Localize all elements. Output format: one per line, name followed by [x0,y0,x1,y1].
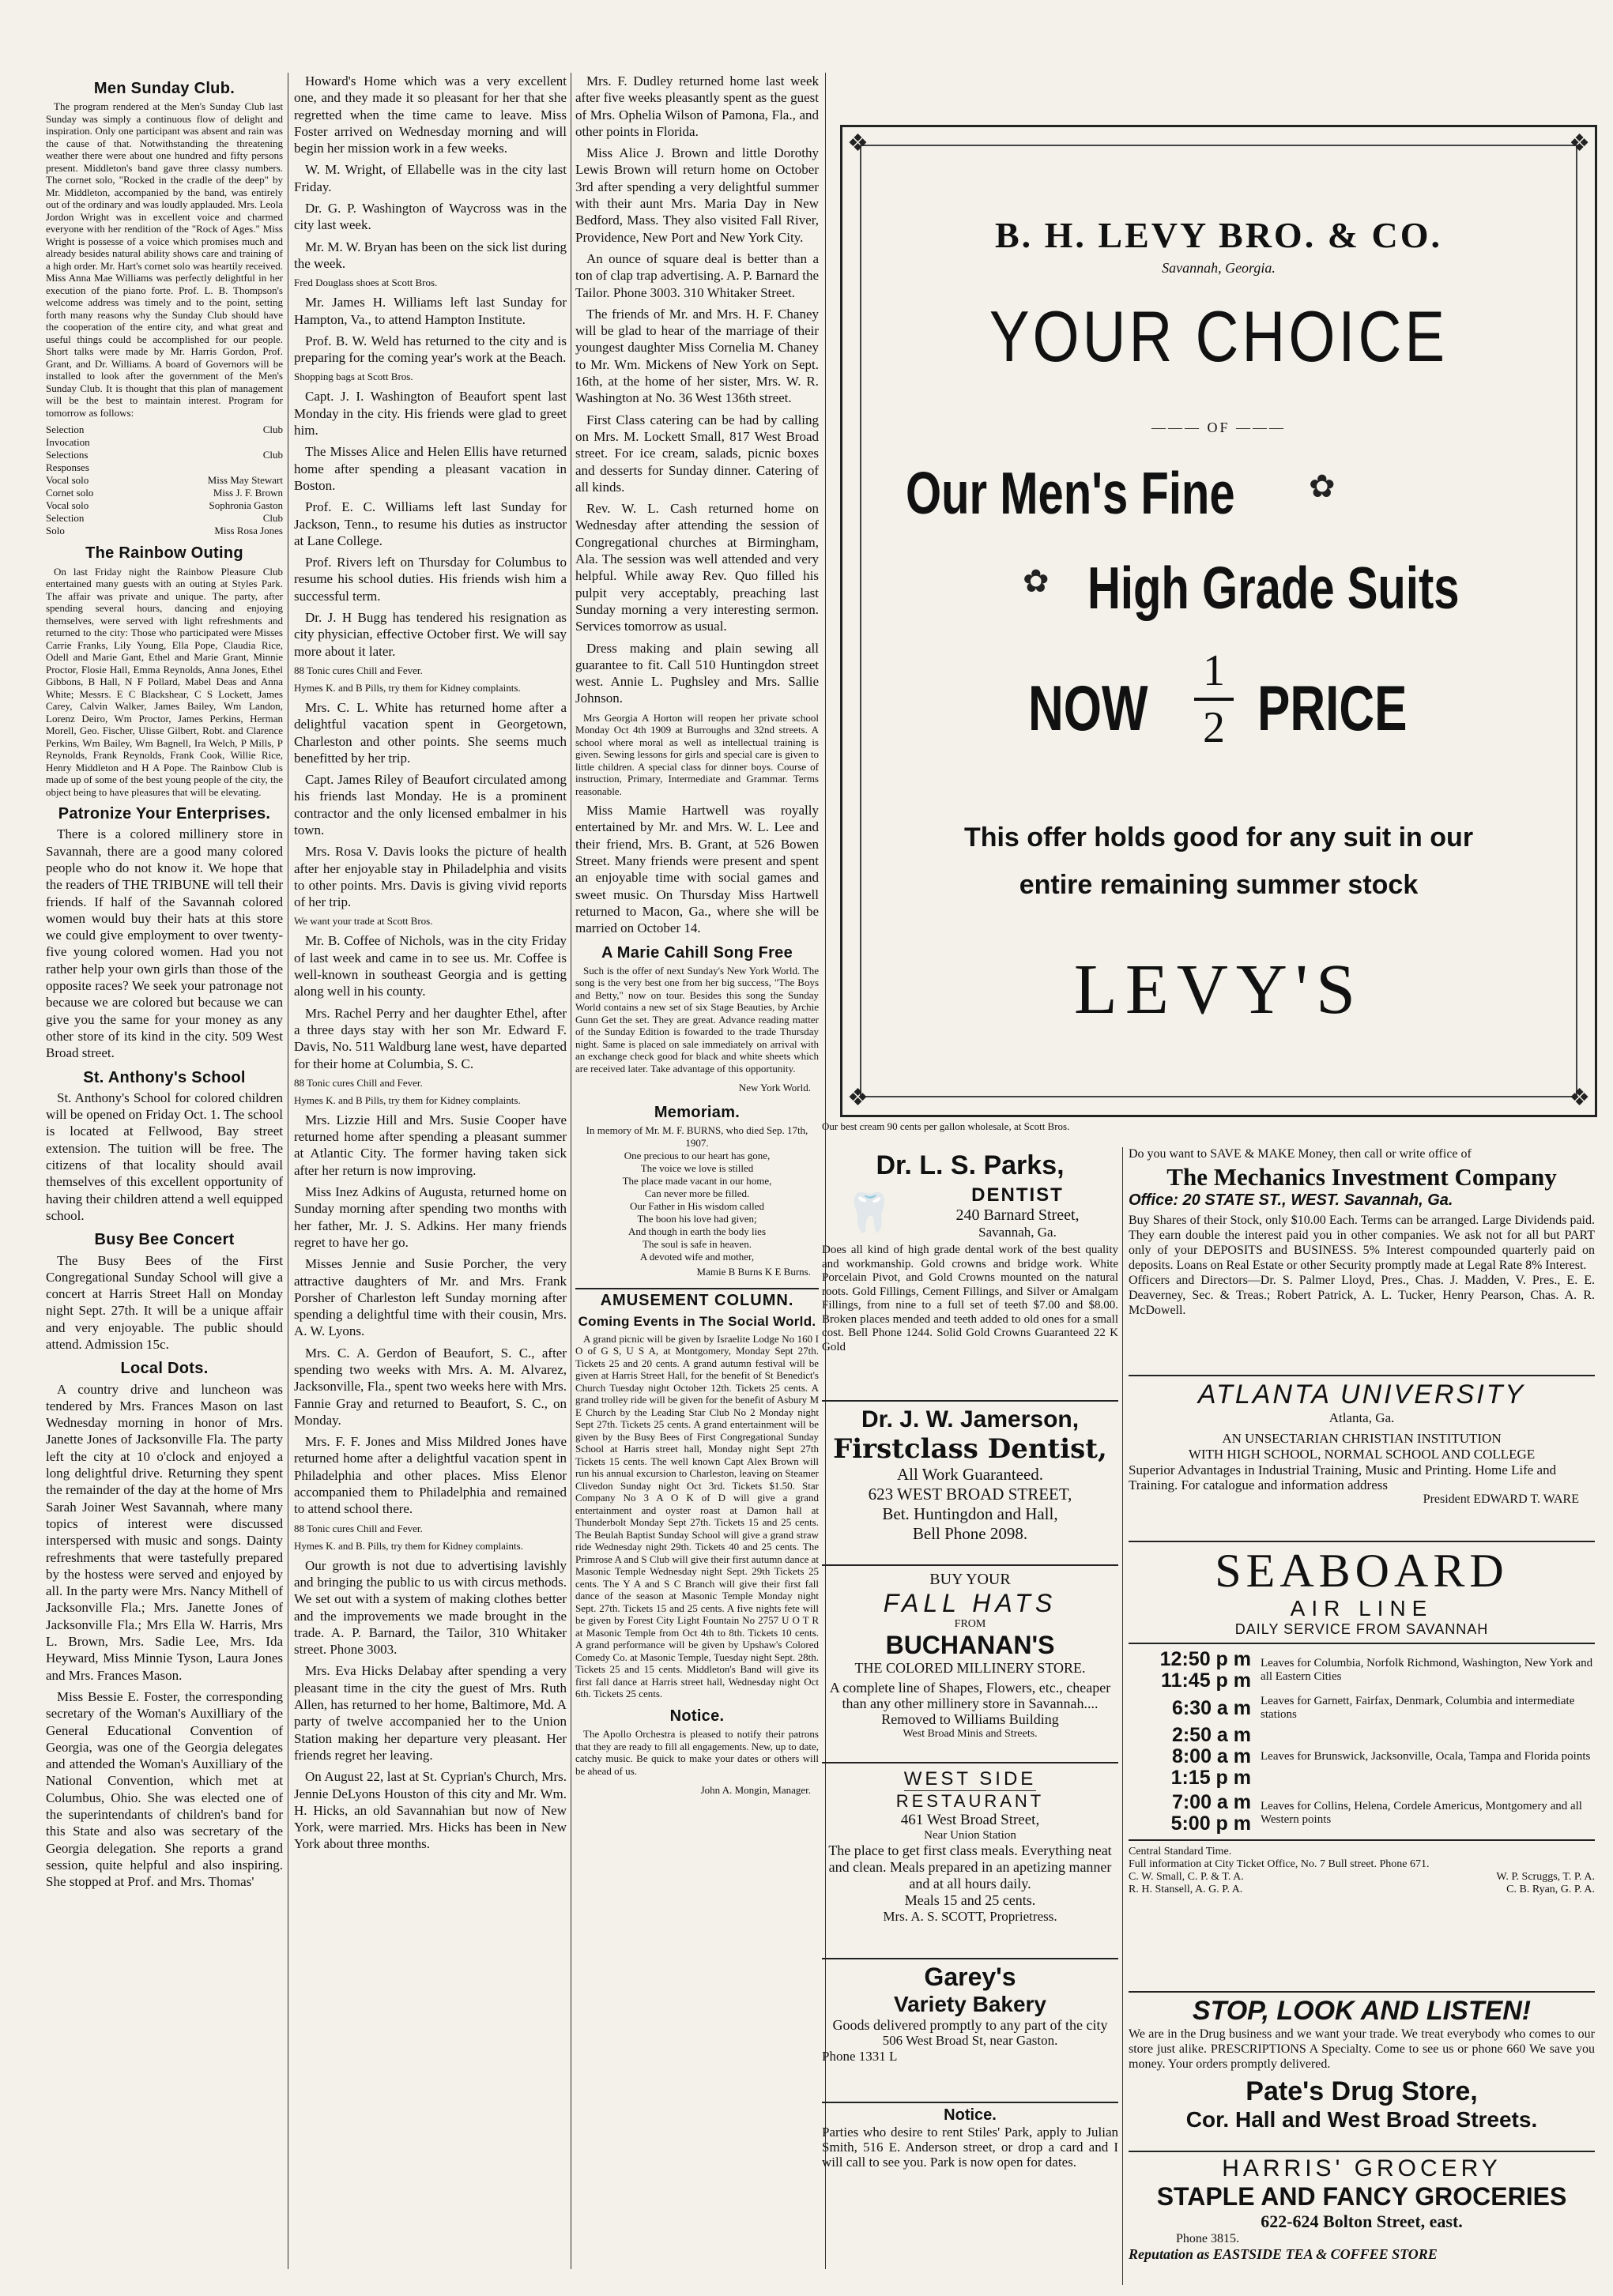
program-item: Selection [46,423,85,436]
mechanics-body: Buy Shares of their Stock, only $10.00 Each. Terms can be arranged. Large Dividends paid. They earn double the interest paid you in other companies. We ask not for all but PART only of your DEPOSITS and BUSINESS. 5% Interest compounded quarterly paid on deposits. Loans on Real Estate or other Security promptly made at Legal Rate 8% Interest. [1129,1214,1595,1272]
ad-note: Hymes K. and B Pills, try them for Kidney complaints. [294,1093,521,1106]
column-1 [46,73,283,2277]
ad-note: Fred Douglass shoes at Scott Bros. [294,277,438,289]
levy-suits: High Grade Suits [1087,555,1460,622]
garey-l5: Phone 1331 L [822,2049,898,2064]
program-performer: Club [262,423,283,436]
headline-busy-bee: Busy Bee Concert [94,1231,235,1249]
schedule-row [1129,1725,1595,1789]
harris-address: 622-624 Bolton Street, east. [1261,2211,1463,2231]
item: Mrs. Lizzie Hill and Mrs. Susie Cooper have returned home after spending a pleasant summer at Atlantic City. The former having taken sick after her return is now improving. [294,1112,567,1178]
scott-bros-note: Our best cream 90 cents per gallon wholesale, at Scott Bros. [822,1120,1070,1132]
signature: New York World. [738,1082,811,1094]
seaboard-std: Central Standard Time. [1129,1846,1232,1858]
article-patronize: There is a colored millinery store in Savannah, there are a good many colored people who do not know it. We hope that the readers of THE TRIBUNE will tell their friends. If half of the Savannah colored women would buy their hats at this store we could give employment to over twenty-five young colored women. Had you not rather help your own girls than those of the opposite races? We seek your patronage not because we are colored but because we can give you the same for your money as any other store of its kind in the city. 509 West Broad street. [46,826,283,1061]
program-row [46,487,283,499]
program-row [46,436,283,449]
pate-address: Cor. Hall and West Broad Streets. [1185,2107,1538,2132]
garey-l3: Goods delivered promptly to any part of the city [832,2017,1108,2033]
program-item: Solo [46,525,65,537]
westside-l1: WEST SIDE [903,1768,1037,1790]
article-local-dots-2: Miss Bessie E. Foster, the corresponding secretary of the Woman's Auxilliary of the General Educational Convention of Georgia, was one of the Georgia delegates and attended the Woman's Auxilliary of the National Convention, which met at Columbus, Ohio. She was elected one of the superintendants of children's band for this State and also was secretary of the Georgia delegation. She reports a grand session, quite helpful and also inspiring. She stopped at Prof. and Mrs. Thomas' [46,1688,283,1890]
seaboard-agent: C. B. Ryan, G. P. A. [1506,1884,1595,1895]
atlanta-l3: Superior Advantages in Industrial Training, Music and Printing. Home Life and Training. For catalogue and information address [1129,1462,1557,1492]
departure-time: 6:30 a m [1171,1696,1251,1719]
buchanan-l5: THE COLORED MILLINERY STORE. [854,1660,1086,1676]
item: Mr. James H. Williams left last Sunday for Hampton, Va., to attend Hampton Institute. [294,295,567,327]
levy-mens-fine: Our Men's Fine [906,460,1235,527]
item: The friends of Mr. and Mrs. H. F. Chaney will be glad to hear of the marriage of their youngest daughter Miss Cornelia M. Chaney to Mr. Wm. Mickens of New York on Sept. 16th, at the home of her sister, Mrs. W. R. Washington at No. 36 West 136th street. [575,306,819,406]
westside-l7: Mrs. A. S. SCOTT, Proprietress. [883,1909,1057,1924]
westside-l6: Meals 15 and 25 cents. [904,1892,1036,1908]
poem-line: The boon his love had given; [637,1212,757,1225]
seaboard-schedule [1129,1649,1595,1835]
item: Mrs. Eva Hicks Delabay after spending a very pleasant time in the city the guest of Mrs. Ruth Allen, has returned to her home, Baltimore, Md. A party of twelve accompanied her to the Union Station making her departure very pleasant. Her friends regret her leaving. [294,1663,567,1763]
headline-men-sunday-club: Men Sunday Club. [93,80,236,97]
headline-local-dots: Local Dots. [120,1360,209,1378]
item: Prof. Rivers left on Thursday for Columbus to resume his school duties. His friends wish him a successful term. [294,555,567,604]
garey-l1: Garey's [924,1963,1016,1991]
program-item: Vocal solo [46,474,89,487]
atlanta-l2: WITH HIGH SCHOOL, NORMAL SCHOOL AND COLLEGE [1188,1447,1536,1462]
article-st-anthony: St. Anthony's School for colored children will be opened on Friday Oct. 1. The school is located at Fellwood, Bay street extension. The tuition will be free. The citizens of that locality should avail themselves of this excellent opportunity of having their children attend a well equipped school. [46,1090,283,1223]
parks-address: 240 Barnard Street, [955,1206,1080,1224]
poem-line: One precious to our heart has gone, [624,1149,771,1161]
parks-name: Dr. L. S. Parks, [876,1150,1065,1180]
item: Mr. M. W. Bryan has been on the sick list during the week. [294,239,567,271]
article-rainbow: On last Friday night the Rainbow Pleasure Club entertained many guests with an outing at Styles Park. The affair was private and unique. The party, after spending several hours, dancing and enjoying themselves, were served with light refreshments and returned to the city: Those who participated were Misses Carrie Franks, Lily Young, Ella Pope, Claudia Rice, Odell and Marie Gant, Ethel and Marie Grant, Minnie Proctor, Flosie Hall, Emma Reynolds, Anna Jones, Ethel Gibbons, B Hall, N F Pollard, Mabel Deas and Anna White; Messrs. E C Blackshear, C S Lockett, James Carey, Calvin Walker, James Bailey, Wm Landon, Lorenz Deiro, Wm Proctor, James Perkins, Herman Morell, Geo. Fischer, Ulisse Gilbert, Robt. and Clarence Perkins, Wm Bailey, Wm Bagnell, Ira Welch, P Mills, P Reynolds, Frank Reynolds, Frank Cook, Willie Rice, Henry Middleton and H A Pope. The Rainbow Club is made up of some of the best young people of the city, the object being to have pleasures that will be elevating. [46,565,283,798]
article-cahill: Such is the offer of next Sunday's New York World. The song is the very best one from her big success, "The Boys and Betty," now on tour. Besides this song the Sunday World contains a new set of six Stage Beauties, by Archie Gunn Get the set. They are great. Advance reading matter of the Sunday Edition is fowarded to the trade Thursday night. Same is placed on sale immediately on arrival with an exchange check good for black and white sheets which are received later. Take advantage of this opportunity. [575,964,819,1075]
subheadline-coming-events: Coming Events in The Social World. [578,1313,816,1329]
program-performer: Sophronia Gaston [209,499,283,512]
poem-line: The voice we love is stilled [640,1161,754,1174]
schedule-row [1129,1792,1595,1835]
mechanics-top: Do you want to SAVE & MAKE Money, then call or write office of [1129,1147,1472,1161]
departure-time: 11:45 p m [1161,1669,1251,1692]
seaboard-name: SEABOARD [1215,1545,1509,1597]
ad-note: Hymes K. and B Pills, try them for Kidney complaints. [294,681,521,694]
item: Rev. W. L. Cash returned home on Wednesday after attending the session of Congregational churches at Birmingham, Ala. The session was well attended and very helpful. While away Rev. Quo filled his pulpit very acceptably, preaching last Sunday morning a very interesting sermon. Services tomorrow as usual. [575,501,819,634]
article-amusement: A grand picnic will be given by Israelite Lodge No 160 I O of G S, U S A, at Montgomery, Monday Sept 27th. Tickets 25 and 20 cents. A grand autumn festival will be given at Harris Street Hall, for the benefit of St Benedict's Church Tuesday night October 12th. Tickets 25 cents. A grand trolley ride will be given for the benefit of Asbury M E Church by the Leading Star Club No 2 Monday night Sept 27th. Tickets 25 cents. A grand entertainment will be given by the Busy Bees of First Congregational Sunday School at Harris street hall, Monday night Sept 27th Tickets 15 cents. The well known Capt Alex Brown will run his annual excursion to Charleston, leaving on Steamer Clivedon Sunday night Oct 3rd. Tickets $1.50. Star Company No 3 A O K of D will give a grand entertainment and oyster roast at Damon hall at Thunderbolt Monday Sept 27th. Tickets 15 and 25 cents. The Beulah Baptist Sunday School will give a grand straw ride Wednesday night 29th. Tickets 40 and 25 cents. The Primrose A and S Club will give their first autumn dance at Masonic Temple Wednesday night Sept. 29th Tickets 25 cents. The Y A and S C Branch will give their first fall dance of the season at Masonic Temple Monday night Sept. 27th. Tickets 15 and 25 cents. A five nights fete will be given by Forest City Light Fountain No 2757 U O T R at Masonic Temple from Oct 4th to 8th. Tickets 10 cents. A grand performance will be given by Upshaw's Colored Comedy Co. at Masonic Temple, Tuesday night Sept. 28th. Tickets 25 and 15 cents. Middleton's Band will give its first fall dance at Harris street hall, Wednesday night Oct 6th. Tickets 25 cents. [575,1332,819,1700]
schedule-destination: Leaves for Columbia, Norfolk Richmond, Washington, New York and all Eastern Cities [1261,1657,1593,1683]
program-row [46,474,283,487]
item: First Class catering can be had by calling on Mrs. M. Lockett Small, 817 West Broad street. For ice cream, salads, picnic boxes and desserts for Sunday dinner. Catering of all kinds. [575,412,819,495]
westside-restaurant-ad [822,1762,1118,1925]
schedule-destination: Leaves for Garnett, Fairfax, Denmark, Columbia and intermediate stations [1261,1695,1575,1721]
program-row [46,525,283,537]
program-item: Cornet solo [46,487,94,499]
headline-patronize: Patronize Your Enterprises. [58,805,271,823]
parks-city: Savannah, Ga. [978,1225,1057,1240]
mechanics-office: Office: 20 STATE ST., WEST. Savannah, Ga. [1129,1191,1453,1209]
levy-headline: YOUR CHOICE [989,296,1449,378]
schedule-destination: Leaves for Collins, Helena, Cordele Americus, Montgomery and all Western points [1261,1800,1582,1826]
ad-note: 88 Tonic cures Chill and Fever. [294,1522,423,1534]
ornament-icon: ❖ [1569,1085,1590,1111]
program-list [46,423,283,537]
teeth-icon: 🦷 [846,1192,893,1234]
departure-time: 5:00 p m [1170,1812,1251,1835]
seaboard-agents-1 [1129,1871,1595,1884]
parks-body: Does all kind of high grade dental work of the best quality and workmanship. Gold crowns and bridge work. White Porcelain Pivot, and Gold Crowns mounted on the natural roots. Gold Fillings, Cement Fillings, and Silver or Amalgam Fillings, from nine to a full set of teeth $7.00 and $8.00. Broken places mended and teeth added to old ones for a small cost. Bell Phone 1244. Solid Gold Crowns Guaranteed 22 K Gold [822,1244,1118,1353]
article-local-dots-1: A country drive and luncheon was tendered by Mrs. Frances Mason on last Wednesday morning in honor of Mrs. Janette Jones of Jacksonville Fla. The party left the city at 10 o'clock and enjoyed a long delightful drive. Returning they spent the remainder of the day at the home of Mrs Sarah Joiner West Savannah, where many topics of interest were discussed interspersed with music and songs. Dainty refreshments that were tastefully prepared by the hostess were served and enjoyed by all. In the party were Mrs. Nancy Mithell of Jacksonville Fla.; Mrs. Janette Jones of Jacksonville Fla.; Mrs Ella W. Harris, Mrs L. Brown, Mrs. Sadie Lee, Mrs. Ida Heyward, Miss Minnie Tyson, Laura Jones and Mrs. Frances Mason. [46,1381,283,1683]
item: Mrs. F. F. Jones and Miss Mildred Jones have returned home after a delightful vacation spent in Philadelphia and other places. Miss Elenor accompanied them to Philadelphia and remained to attend school there. [294,1434,567,1517]
levy-of: ——— OF ——— [1151,420,1286,435]
ad-note: We want your trade at Scott Bros. [294,915,433,928]
item: The Misses Alice and Helen Ellis have returned home after spending a pleasant vacation in Boston. [294,444,567,493]
seaboard-agent: C. W. Small, C. P. & T. A. [1129,1871,1244,1883]
poem-line: A devoted wife and mother, [639,1250,755,1263]
fraction-bar [1194,698,1234,701]
westside-l5: The place to get first class meals. Everything neat and clean. Meals prepared in an apetizing manner and at all hours daily. [828,1842,1112,1891]
program-performer: Miss Rosa Jones [214,525,283,537]
article-men-sunday-club: The program rendered at the Men's Sunday Club last Sunday was simply a continuous flow of delight and inspiration. Only one participant was absent and rain was the cause of that. Notwithstanding the threatening weather there were about one hundred and fifty persons present. Middleton's band gave three classy numbers. The cornet solo, "Rocked in the cradle of the deep" by Mr. Middleton, accompanied by the band, was entirely out of the ordinary and was loudly applauded. Mrs. Leola Jordon Wright was in excellent voice and charmed everyone with her rendition of the "Rock of Ages." Miss Wright is possesse of a voice which promises much and already besides natural ability shows care and training of a high order. Mr. Hart's cornet solo was heartily received. Miss Anna Mae Williams was perfectly delightful in her execution of the piano forte. Prof. L. B. Thompson's welcome address was timely and to the point, setting forth many reasons why the Sunday Club should have the cooperation of the entire city, and what great and useful things could be accomplished for our people. Short talks were made by Mr. Harris Gordon, Prof. Grant, and Dr. Williams. A board of Governors will be installed to look after the government of the Men's Sunday Club. It is thought that this plan of management will be the best to maintain interest. Program for tomorrow as follows: [46,100,283,419]
buchanan-ad [822,1564,1118,1741]
ad-note: 88 Tonic cures Chill and Fever. [294,664,423,676]
levy-offer-1: This offer holds good for any suit in our [963,822,1474,853]
atlanta-university-ad [1129,1375,1595,1507]
item: Dr. J. H Bugg has tendered his resignation as city physician, effective October first. We will say more about it later. [294,610,567,659]
item: Dress making and plain sewing all guarantee to fit. Call 510 Huntingdon street west. Annie L. Pughsley and Mrs. Sallie Johnson. [575,640,819,706]
jamerson-line-4: Bell Phone 2098. [912,1524,1028,1543]
program-row [46,499,283,512]
ad-note: Hymes K. and B. Pills, try them for Kidney complaints. [294,1539,523,1552]
schedule-destination: Leaves for Brunswick, Jacksonville, Ocala, Tampa and Florida points [1261,1750,1591,1763]
stiles-text: Parties who desire to rent Stiles' Park, apply to Julian Smith, 516 E. Anderson street, or drop a card and I will call to see you. Park is now open for dates. [822,2125,1118,2170]
harris-reputation: Reputation as EASTSIDE TEA & COFFEE STORE [1129,2246,1438,2262]
jamerson-line-1: All Work Guaranteed. [896,1465,1044,1484]
atlanta-name: ATLANTA UNIVERSITY [1197,1379,1526,1410]
seaboard-agent: W. P. Scruggs, T. P. A. [1496,1871,1595,1883]
memoriam-poem [575,1150,819,1263]
pate-name: Pate's Drug Store, [1246,2076,1478,2106]
levy-now: NOW [1028,673,1148,744]
garey-bakery-ad [822,1958,1118,2065]
seaboard-sub: AIR LINE [1290,1596,1434,1620]
stiles-notice [822,2102,1118,2170]
item: Capt. James Riley of Beaufort circulated among his friends last Monday. He is a prominent contractor and the only licensed embalmer in his town. [294,772,567,837]
item: Mrs. Rosa V. Davis looks the picture of health after her enjoyable stay in Philadelphia and visits to other points. Mrs. Davis is giving vivid reports of her trip. [294,844,567,910]
program-item: Selection [46,512,85,525]
signature: Mamie B Burns K E Burns. [696,1265,811,1278]
pate-head: STOP, LOOK AND LISTEN! [1192,1996,1532,2026]
headline-amusement: AMUSEMENT COLUMN. [575,1288,819,1309]
buchanan-l8: West Broad Minis and Streets. [903,1728,1038,1740]
stiles-title: Notice. [944,2106,997,2124]
program-item: Selections [46,449,89,461]
poem-line: Can never more be filled. [644,1187,750,1199]
item: Mrs. C. A. Gerdon of Beaufort, S. C., after spending two weeks with Mrs. A. M. Alvarez, Jacksonville, Fla., spent two weeks here with Mrs. Fannie Gray and returned to Beaufort, S. C., on Monday. [294,1345,567,1428]
article-notice: The Apollo Orchestra is pleased to notify their patrons that they are ready to fill all engagements. New, up to date, catchy music. Be quick to make your dates or others will be ahead of us. [575,1728,819,1777]
levy-offer-2: entire remaining summer stock [1019,870,1419,900]
atlanta-l4: President EDWARD T. WARE [1423,1492,1579,1506]
program-row [46,512,283,525]
harris-name: HARRIS' GROCERY [1222,2155,1502,2181]
poem-line: The soul is safe in heaven. [643,1237,752,1250]
jamerson-line-2: 623 WEST BROAD STREET, [868,1485,1072,1504]
divider [1129,1839,1595,1841]
headline-st-anthony: St. Anthony's School [83,1068,246,1086]
program-performer: Miss May Stewart [207,474,283,487]
signature: John A. Mongin, Manager. [700,1784,811,1797]
headline-rainbow: The Rainbow Outing [85,544,243,563]
poem-line: Our Father in His wisdom called [629,1199,765,1212]
harris-phone: Phone 3815. [1176,2232,1239,2245]
atlanta-l1: AN UNSECTARIAN CHRISTIAN INSTITUTION [1222,1431,1502,1446]
program-row [46,423,283,436]
departure-time: 12:50 p m [1159,1648,1251,1670]
item: W. M. Wright, of Ellabelle was in the city last Friday. [294,162,567,194]
item: Our growth is not due to advertising lavishly and bringing the public to us with circus methods. We set out with a system of making clothes better and the improvements we made brought in the trade. A. P. Barnard, the Tailor, 310 Whitaker street. Phone 3003. [294,1557,567,1658]
program-performer: Club [262,449,283,461]
item: Prof. B. W. Weld has returned to the city and is preparing for the coming year's work at the Beach. [294,333,567,366]
program-item: Invocation [46,436,90,449]
item: Mrs. Rachel Perry and her daughter Ethel, after a three days stay with her son Mr. Edward F. Davis, No. 511 Waldburg lane west, have departed for their home at Columbia, S. C. [294,1005,567,1071]
program-item: Vocal solo [46,499,89,512]
buchanan-l3: FROM [954,1618,986,1630]
departure-time: 8:00 a m [1171,1745,1251,1767]
westside-l3: 461 West Broad Street, [900,1812,1040,1828]
seaboard-info: Full information at City Ticket Office, No. 7 Bull street. Phone 671. [1129,1858,1430,1870]
schedule-times [1129,1792,1261,1835]
mechanics-investment-ad [1129,1147,1595,1318]
buchanan-l7: Removed to Williams Building [881,1711,1059,1727]
horton-notice: Mrs Georgia A Horton will reopen her private school Monday Oct 4th 1909 at Burroughs and 32nd streets. A school where moral as well as intellectual training is given. Sewing lessons for girls and special care is given to little children. A special class for dinner boys. Course of instruction, Primary, Intermediate and Grammar. Terms reasonable. [575,711,819,797]
divider [1129,1643,1595,1644]
pate-drug-store-ad [1129,1991,1595,2132]
schedule-row [1129,1695,1595,1722]
item: Capt. J. I. Washington of Beaufort spent last Monday in the city. His friends were glad to greet him. [294,389,567,438]
parks-header [822,1184,1118,1240]
departure-time: 7:00 a m [1171,1791,1251,1813]
item: Mrs. C. L. White has returned home after a delightful vacation spent in Georgetown, Charleston and other points. She seems much benefitted by her trip. [294,699,567,766]
schedule-times [1129,1649,1261,1692]
item: Howard's Home which was a very excellent one, and they made it so pleasant for her that she regretted when the time came to leave. Miss Foster arrived on Wednesday morning and will begin her mission work in a few weeks. [294,73,567,156]
westside-l2: RESTAURANT [895,1791,1045,1811]
jamerson-line-3: Bet. Huntingdon and Hall, [882,1504,1058,1523]
levy-bros-advertisement [840,125,1597,1117]
parks-dentist-ad [822,1147,1118,1396]
pate-body: We are in the Drug business and we want your trade. We treat everybody who comes to our store just alike. PRESCRIPTIONS A Specialty. Come to see us or phone 660 We save you money. Your orders promptly delivered. [1129,2027,1595,2071]
departure-time: 1:15 p m [1170,1767,1251,1789]
levy-city: Savannah, Georgia. [1162,260,1276,276]
ornament-icon: ✿ [1023,563,1050,599]
departure-time: 2:50 a m [1171,1724,1251,1746]
buchanan-l1: BUY YOUR [929,1571,1011,1588]
levy-firm-name: B. H. LEVY BRO. & CO. [994,215,1443,255]
levy-name: LEVY'S [1073,950,1364,1029]
item: Mrs. F. Dudley returned home last week after five weeks pleasantly spent as the guest of Mrs. Ophelia Wilson of Pamona, Fla., and other points in Florida. [575,73,819,139]
buchanan-l4: BUCHANAN'S [885,1631,1055,1659]
ornament-icon: ❖ [847,1085,869,1111]
levy-fraction [1194,646,1234,752]
jamerson-name: Dr. J. W. Jamerson, [861,1406,1080,1432]
item: On August 22, last at St. Cyprian's Church, Mrs. Jennie DeLyons Houston of this city and Mr. Wm. H. Hicks, an old Savannahian but now of New York, were married. Mrs. Hicks has been in New York about three months. [294,1769,567,1852]
program-performer: Miss J. F. Brown [213,487,283,499]
headline-notice: Notice. [669,1707,725,1725]
westside-l4: Near Union Station [924,1829,1016,1842]
program-performer: Club [262,512,283,525]
seaboard-agent: R. H. Stansell, A. G. P. A. [1129,1884,1243,1895]
levy-of-text: OF [1207,420,1230,435]
levy-price: PRICE [1257,673,1408,744]
ornament-icon: ❖ [1569,130,1590,156]
harris-grocery-ad [1129,2151,1595,2263]
jamerson-dentist-ad [822,1400,1118,1544]
jamerson-title: Firstclass Dentist, [833,1433,1107,1465]
buchanan-l6: A complete line of Shapes, Flowers, etc., cheaper than any other millinery store in Savannah.... [829,1680,1111,1711]
program-row [46,461,283,474]
item: Misses Jennie and Susie Porcher, the very attractive daughters of Mr. and Mrs. Frank Porsher of Charleston left Sunday morning after spending a delightful time with their cousin, Mrs. A. W. Lyons. [294,1256,567,1339]
mechanics-officers: Officers and Directors—Dr. S. Palmer Lloyd, Pres., Chas. J. Madden, V. Pres., E. E. Deaverney, Sec. & Treas.; Robert Patrick, A. L. Tucker, Henry Pearson, Chas. A. R. McDowell. [1129,1274,1595,1317]
poem-line: The place made vacant in our home, [622,1174,772,1187]
poem-line: And though in earth the body lies [627,1225,767,1237]
ornament-icon: ❖ [847,130,869,156]
seaboard-air-line-ad [1129,1541,1595,1896]
seaboard-agents-2 [1129,1884,1595,1896]
item: Miss Inez Adkins of Augusta, returned home on Sunday morning after spending two months with her father, Mr. J. S. Adkins. Her many friends regret to have her go. [294,1184,567,1250]
headline-memoriam: Memoriam. [654,1103,741,1121]
ad-note: Shopping bags at Scott Bros. [294,371,413,383]
fraction-numerator: 1 [1203,646,1225,695]
fraction-denominator: 2 [1203,703,1225,752]
item: Prof. E. C. Williams left last Sunday for Jackson, Tenn., to resume his duties as instructor at Lane College. [294,499,567,548]
item: An ounce of square deal is better than a ton of clap trap advertising. A. P. Barnard the Tailor. Phone 3003. 310 Whitaker Street. [575,250,819,300]
buchanan-l2: FALL HATS [883,1589,1057,1617]
column-3 [575,73,819,2277]
memoriam-intro: In memory of Mr. M. F. BURNS, who died Sep. 17th, 1907. [586,1124,808,1149]
garey-l2: Variety Bakery [893,1992,1047,2016]
item: Miss Alice J. Brown and little Dorothy Lewis Brown will return home on October 3rd after spending a very delightful summer with their aunt Mrs. Maria Day in New Bedford, Mass. They also visited Fall River, Providence, New Port and New York City. [575,145,819,245]
schedule-times [1129,1725,1261,1789]
schedule-times [1129,1698,1261,1719]
ornament-icon: ✿ [1309,469,1336,504]
program-row [46,449,283,461]
program-item: Responses [46,461,89,474]
item: Miss Mamie Hartwell was royally entertained by Mr. and Mrs. W. L. Lee and their friend, Mrs. B. Grant, at 526 Bowen Street. Many friends were present and spent an enjoyable time with social games and sweet music. On Thursday Miss Hartwell returned to Macon, Ga., where she will be married on October 14. [575,803,819,936]
seaboard-daily: DAILY SERVICE FROM SAVANNAH [1234,1621,1489,1637]
item: Dr. G. P. Washington of Waycross was in the city last week. [294,201,567,233]
garey-l4: 506 West Broad St, near Gaston. [882,2033,1058,2048]
mechanics-name: The Mechanics Investment Company [1166,1163,1557,1191]
atlanta-city: Atlanta, Ga. [1328,1410,1395,1425]
headline-cahill: A Marie Cahill Song Free [601,943,793,962]
column-2 [294,73,567,2277]
ad-note: 88 Tonic cures Chill and Fever. [294,1076,423,1089]
item: Mr. B. Coffee of Nichols, was in the city Friday of last week and came in to see us. Mr. Coffee is well-known in southeast Georgia and is getting along well in his county. [294,933,567,999]
schedule-row [1129,1649,1595,1692]
parks-title: DENTIST [971,1184,1064,1206]
harris-line: STAPLE AND FANCY GROCERIES [1156,2182,1567,2211]
column-rule [1122,1147,1123,2285]
article-busy-bee: The Busy Bees of the First Congregational Sunday School will give a concert at Harris Street Hall on Monday night Sept. 27th. It will be a unique affair and very enjoyable. The public should attend. Admission 15c. [46,1252,283,1352]
